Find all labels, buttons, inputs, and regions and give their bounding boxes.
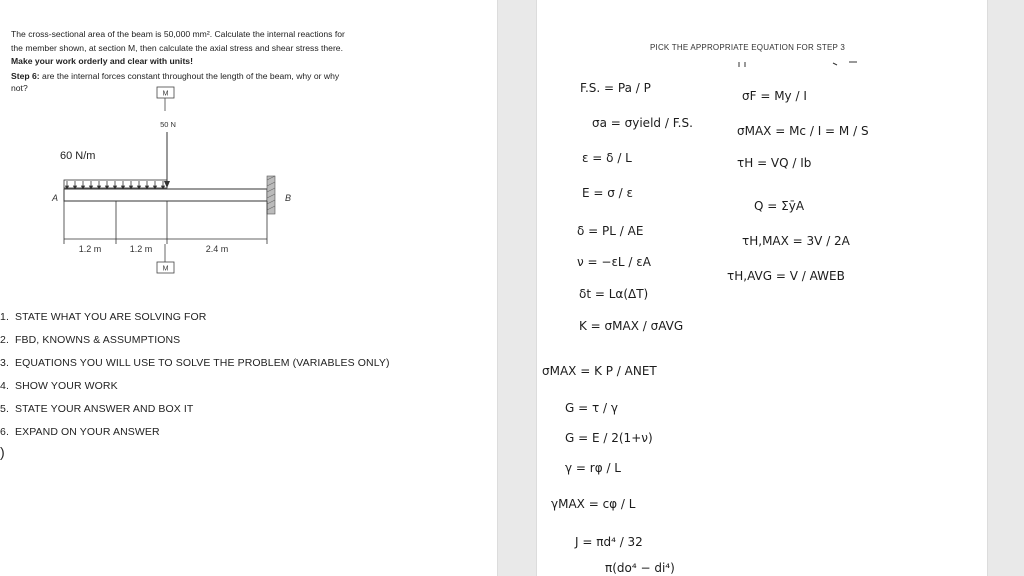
equation-sheet-heading: PICK THE APPROPRIATE EQUATION FOR STEP 3 [650,43,846,52]
equation-stress-concentration: K = σMAX / σAVG [579,319,684,333]
step-text: are the internal forces constant throughout the length of the beam, why or why [39,71,340,81]
section-label-top: M [162,90,169,98]
step-label: Step 6: [11,71,40,81]
solution-steps-list [0,305,390,443]
equation-avg-shear-web: τH,AVG = V / AWEB [727,269,845,283]
equation-modulus: E = σ / ε [582,186,634,200]
step-text-2: not? [11,83,28,93]
problem-line-2: the member shown, at section M, then calculate the axial stress and shear stress there. [11,42,343,53]
support-a-label: A [52,193,59,203]
beam [64,189,267,201]
equation-max-stress: σMAX = K P / ANET [542,364,657,378]
handwritten-equations [537,0,987,576]
dimension-2: 1.2 m [129,244,153,254]
equation-factor-of-safety: F.S. = Pa / P [580,81,651,95]
equation-shear-strain: γ = rφ / L [565,461,621,475]
list-item: 2. FBD, KNOWNS & ASSUMPTIONS [0,333,181,346]
section-label-bottom: M [162,265,169,273]
problem-line-3: Make your work orderly and clear with units! [11,56,193,66]
equation-strain: ε = δ / L [582,151,632,165]
equation-deformation: δ = PL / AE [577,224,644,238]
point-load-label: 50 N [160,120,176,129]
left-page [0,0,497,576]
equation-thermal: δt = Lα(ΔT) [579,287,649,301]
beam-diagram [40,84,300,284]
right-page-edge [987,0,1024,576]
problem-statement [11,28,391,69]
equation-flexure: σF = My / I [742,89,807,103]
list-item: 4. SHOW YOUR WORK [0,379,118,392]
list-item: 5. STATE YOUR ANSWER AND BOX IT [0,402,194,415]
distributed-load-label: 60 N/m [60,150,96,162]
equation-shear-modulus: G = τ / γ [565,401,618,415]
equation-allowable-stress: σa = σyield / F.S. [592,116,693,130]
equation-polar-moment-hollow: π(do⁴ − di⁴) [605,561,675,575]
dimension-1: 1.2 m [78,244,102,254]
equation-polar-moment: J = πd⁴ / 32 [575,535,643,549]
stray-parenthesis: ) [0,444,5,460]
equation-max-shear-rect: τH,MAX = 3V / 2A [742,234,850,248]
equation-poisson: ν = −εL / εA [577,255,651,269]
list-item: 3. EQUATIONS YOU WILL USE TO SOLVE THE PROBLEM (VARIABLES ONLY) [0,356,390,369]
equation-max-shear-strain: γMAX = cφ / L [551,497,636,511]
equation-shear-formula: τH = VQ / Ib [737,156,812,170]
equation-shear-modulus-2: G = E / 2(1+ν) [565,431,653,445]
list-item: 6. EXPAND ON YOUR ANSWER [0,425,160,438]
equation-first-moment: Q = ΣȳA [754,199,805,213]
problem-line-1: The cross-sectional area of the beam is 50,000 mm². Calculate the internal reactions for [11,29,345,39]
support-b-label: B [285,193,292,203]
list-item: 1. STATE WHAT YOU ARE SOLVING FOR [0,310,207,323]
equation-max-flexure: σMAX = Mc / I = M / S [737,124,869,138]
dimension-3: 2.4 m [205,244,229,254]
page-gutter [497,0,537,576]
